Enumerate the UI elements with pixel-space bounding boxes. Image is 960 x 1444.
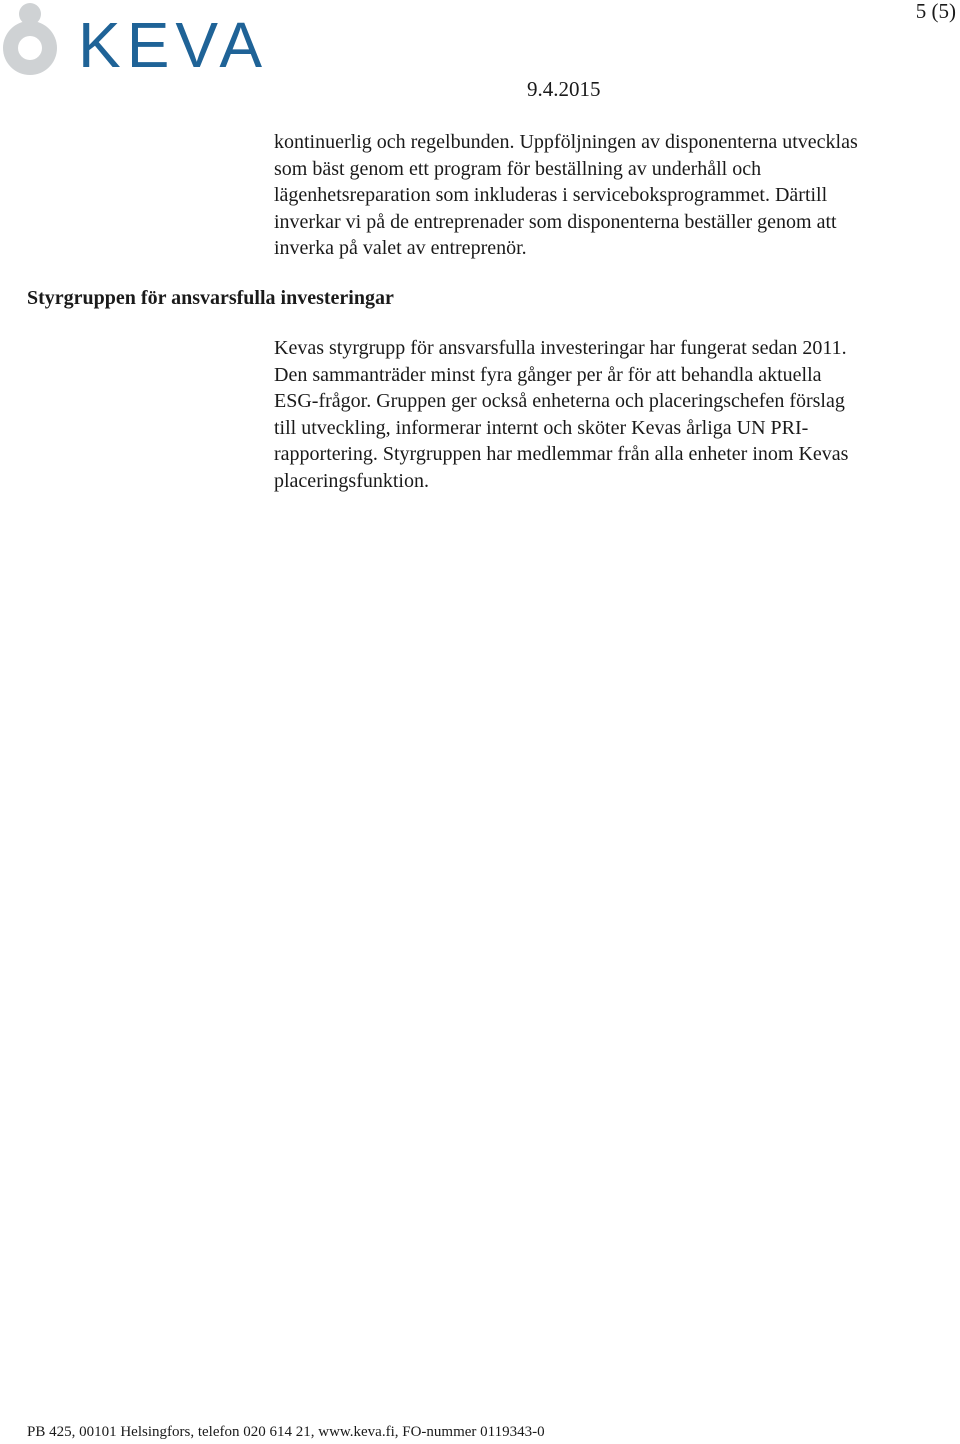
paragraph-line: placeringsfunktion. [274,469,429,492]
paragraph-line: Kevas styrgrupp för ansvarsfulla investeringar har fungerat sedan 2011. [274,337,847,359]
paragraph-1 [274,129,954,262]
keva-logo [0,0,320,80]
paragraph-line: som bäst genom ett program för beställning av underhåll och [274,157,762,180]
document-date: 9.4.2015 [527,77,601,101]
logo-figure-icon [3,3,57,75]
paragraph-line: Den sammanträder minst fyra gånger per år för att behandla aktuella [274,363,822,386]
footer-contact: PB 425, 00101 Helsingfors, telefon 020 614 21, www.keva.fi, FO-nummer 0119343-0 [27,1424,545,1440]
paragraph-line: till utveckling, informerar internt och sköter Kevas årliga UN PRI- [274,416,809,439]
paragraph-line: lägenhetsreparation som inkluderas i serviceboksprogrammet. Därtill [274,184,828,207]
paragraph-line: rapportering. Styrgruppen har medlemmar från alla enheter inom Kevas [274,443,849,466]
logo-wordmark: KEVA [78,9,268,80]
paragraph-line: inverkar vi på de entreprenader som disponenterna beställer genom att [274,210,837,233]
paragraph-line: ESG-frågor. Gruppen ger också enheterna och placeringschefen förslag [274,390,845,413]
paragraph-line: kontinuerlig och regelbunden. Uppföljningen av disponenterna utvecklas [274,131,858,153]
paragraph-2 [274,335,954,495]
section-heading: Styrgruppen för ansvarsfulla investeringar [27,287,394,309]
paragraph-line: inverka på valet av entreprenör. [274,237,527,260]
page-number: 5 (5) [915,0,956,23]
